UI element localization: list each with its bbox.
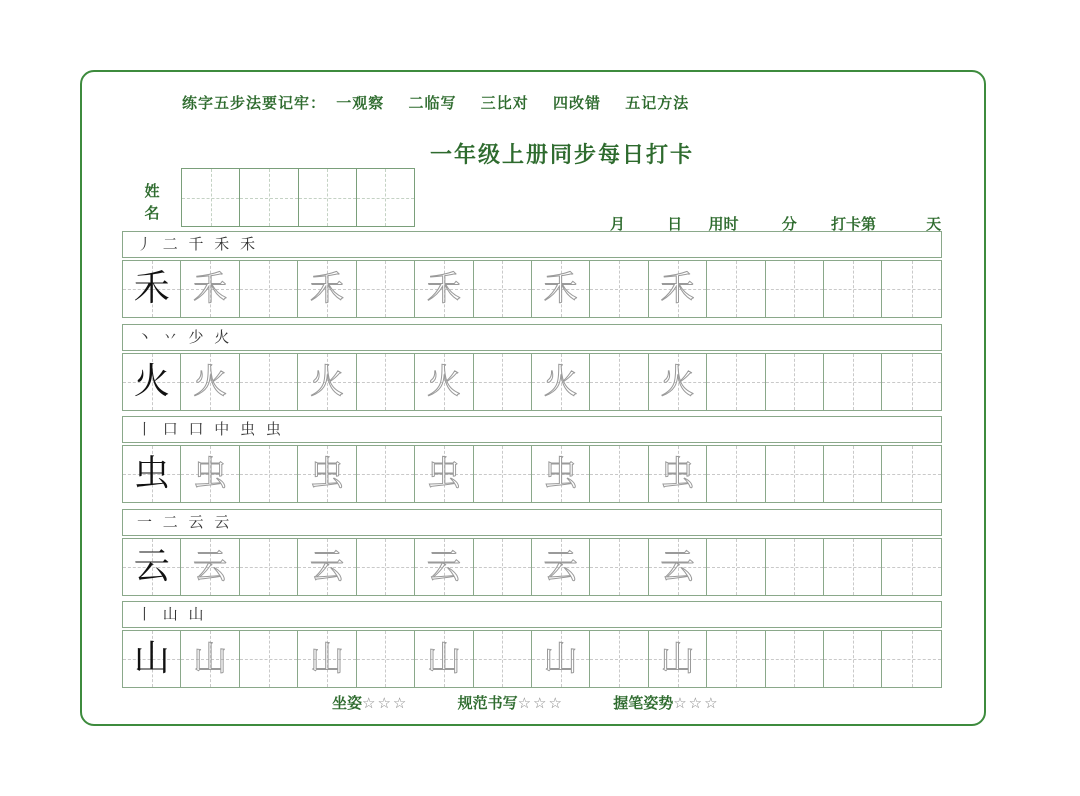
blank-cell[interactable] <box>824 446 882 502</box>
blank-cell[interactable] <box>824 261 882 317</box>
model-cell <box>123 354 181 410</box>
trace-cell[interactable] <box>649 446 707 502</box>
trace-cell[interactable] <box>415 446 473 502</box>
trace-character: 禾 <box>660 269 695 309</box>
star-rating[interactable]: ☆☆☆ <box>673 694 720 712</box>
blank-cell[interactable] <box>766 261 824 317</box>
trace-cell[interactable] <box>649 631 707 687</box>
blank-cell[interactable] <box>766 631 824 687</box>
motto-step: 二临写 <box>408 94 457 112</box>
trace-character: 虫 <box>193 454 228 494</box>
blank-cell[interactable] <box>240 261 298 317</box>
model-cell <box>123 539 181 595</box>
star-rating[interactable]: ☆☆☆ <box>362 694 409 712</box>
trace-character: 山 <box>543 639 578 679</box>
motto-lead: 练字五步法要记牢： <box>182 94 327 112</box>
trace-cell[interactable] <box>298 631 356 687</box>
blank-cell[interactable] <box>882 539 940 595</box>
name-cell[interactable] <box>299 169 357 226</box>
model-character: 山 <box>133 638 170 679</box>
trace-cell[interactable] <box>649 539 707 595</box>
blank-cell[interactable] <box>824 631 882 687</box>
blank-cell[interactable] <box>357 539 415 595</box>
trace-character: 禾 <box>309 269 344 309</box>
tian-grid <box>122 538 942 596</box>
trace-cell[interactable] <box>415 261 473 317</box>
trace-character: 火 <box>543 361 578 402</box>
blank-cell[interactable] <box>590 446 648 502</box>
stroke-order: 丶 丷 少 火 <box>122 324 942 351</box>
trace-cell[interactable] <box>298 446 356 502</box>
rating-grip: 握笔姿势☆☆☆ <box>613 694 720 712</box>
name-label-char: 名 <box>144 204 160 222</box>
trace-cell[interactable] <box>532 261 590 317</box>
trace-character: 云 <box>660 546 695 587</box>
trace-character: 火 <box>426 361 461 402</box>
blank-cell[interactable] <box>357 261 415 317</box>
trace-cell[interactable] <box>298 354 356 410</box>
month-label: 月 <box>610 215 626 233</box>
trace-character: 禾 <box>193 269 228 309</box>
trace-cell[interactable] <box>298 539 356 595</box>
model-cell <box>123 261 181 317</box>
name-label-char: 姓 <box>144 182 160 200</box>
trace-cell[interactable] <box>181 631 239 687</box>
motto-step: 三比对 <box>480 94 529 112</box>
trace-cell[interactable] <box>298 261 356 317</box>
name-cell[interactable] <box>182 169 240 226</box>
practice-row <box>122 324 942 417</box>
practice-row <box>122 416 942 509</box>
blank-cell[interactable] <box>882 261 940 317</box>
blank-cell[interactable] <box>474 446 532 502</box>
trace-character: 云 <box>309 546 344 587</box>
blank-cell[interactable] <box>824 354 882 410</box>
trace-character: 山 <box>193 639 228 679</box>
model-character: 虫 <box>133 453 170 494</box>
blank-cell[interactable] <box>240 354 298 410</box>
trace-cell[interactable] <box>532 446 590 502</box>
blank-cell[interactable] <box>474 631 532 687</box>
blank-cell[interactable] <box>882 446 940 502</box>
blank-cell[interactable] <box>707 261 765 317</box>
stroke-order: 一 二 云 云 <box>122 509 942 536</box>
blank-cell[interactable] <box>474 354 532 410</box>
blank-cell[interactable] <box>240 539 298 595</box>
tian-grid <box>122 630 942 688</box>
trace-character: 虫 <box>309 454 344 494</box>
model-character: 禾 <box>133 268 170 309</box>
star-rating[interactable]: ☆☆☆ <box>517 694 564 712</box>
blank-cell[interactable] <box>590 631 648 687</box>
day-count-label: 天 <box>926 215 942 233</box>
blank-cell[interactable] <box>474 539 532 595</box>
blank-cell[interactable] <box>707 446 765 502</box>
duration-label: 用时 <box>708 215 739 233</box>
blank-cell[interactable] <box>240 631 298 687</box>
blank-cell[interactable] <box>882 354 940 410</box>
practice-rows <box>122 231 942 694</box>
name-cell[interactable] <box>357 169 414 226</box>
blank-cell[interactable] <box>590 354 648 410</box>
trace-character: 虫 <box>426 454 461 494</box>
trace-character: 云 <box>426 546 461 587</box>
tian-grid <box>122 260 942 318</box>
trace-character: 山 <box>426 639 461 679</box>
blank-cell[interactable] <box>882 631 940 687</box>
checkin-day-label: 打卡第 <box>830 215 876 233</box>
trace-cell[interactable] <box>649 261 707 317</box>
blank-cell[interactable] <box>357 446 415 502</box>
page-title: 一年级上册同步每日打卡 <box>430 143 695 168</box>
trace-character: 火 <box>309 361 344 402</box>
trace-character: 虫 <box>543 454 578 494</box>
blank-cell[interactable] <box>766 539 824 595</box>
blank-cell[interactable] <box>357 354 415 410</box>
model-cell <box>123 446 181 502</box>
practice-row <box>122 231 942 324</box>
practice-row <box>122 509 942 602</box>
blank-cell[interactable] <box>590 539 648 595</box>
trace-cell[interactable] <box>532 539 590 595</box>
trace-character: 禾 <box>426 269 461 309</box>
trace-character: 禾 <box>543 269 578 309</box>
trace-cell[interactable] <box>181 261 239 317</box>
motto-step: 一观察 <box>336 94 385 112</box>
trace-cell[interactable] <box>415 539 473 595</box>
day-label: 日 <box>667 215 683 233</box>
blank-cell[interactable] <box>240 446 298 502</box>
trace-character: 云 <box>193 546 228 587</box>
trace-character: 火 <box>660 361 695 402</box>
trace-cell[interactable] <box>532 631 590 687</box>
stroke-order: 丨 山 山 <box>122 601 942 628</box>
trace-character: 山 <box>309 639 344 679</box>
rating-footer <box>332 692 764 713</box>
blank-cell[interactable] <box>824 539 882 595</box>
trace-character: 云 <box>543 546 578 587</box>
rating-writing: 规范书写☆☆☆ <box>457 694 564 712</box>
motto <box>182 92 707 113</box>
blank-cell[interactable] <box>474 261 532 317</box>
name-field[interactable] <box>181 168 415 227</box>
minutes-label: 分 <box>781 215 797 233</box>
blank-cell[interactable] <box>707 631 765 687</box>
model-cell <box>123 631 181 687</box>
blank-cell[interactable] <box>766 446 824 502</box>
name-label <box>142 180 162 224</box>
trace-cell[interactable] <box>532 354 590 410</box>
blank-cell[interactable] <box>707 539 765 595</box>
trace-cell[interactable] <box>415 354 473 410</box>
trace-character: 山 <box>660 639 695 679</box>
model-character: 火 <box>133 360 170 402</box>
practice-row <box>122 601 942 694</box>
stroke-order: 丨 口 口 中 虫 虫 <box>122 416 942 443</box>
blank-cell[interactable] <box>707 354 765 410</box>
trace-character: 虫 <box>660 454 695 494</box>
trace-character: 火 <box>193 361 228 402</box>
blank-cell[interactable] <box>766 354 824 410</box>
rating-sitting: 坐姿☆☆☆ <box>332 694 409 712</box>
trace-cell[interactable] <box>181 446 239 502</box>
blank-cell[interactable] <box>357 631 415 687</box>
motto-step: 四改错 <box>553 94 602 112</box>
model-character: 云 <box>133 545 170 587</box>
trace-cell[interactable] <box>181 539 239 595</box>
motto-step: 五记方法 <box>625 94 690 112</box>
trace-cell[interactable] <box>181 354 239 410</box>
stroke-order: 丿 二 千 禾 禾 <box>122 231 942 258</box>
trace-cell[interactable] <box>415 631 473 687</box>
blank-cell[interactable] <box>590 261 648 317</box>
name-cell[interactable] <box>240 169 298 226</box>
tian-grid <box>122 353 942 411</box>
tian-grid <box>122 445 942 503</box>
trace-cell[interactable] <box>649 354 707 410</box>
